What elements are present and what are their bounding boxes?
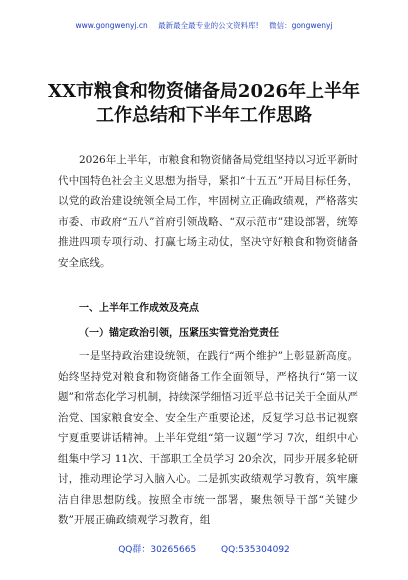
document-title: XX市粮食和物资储备局2026年上半年工作总结和下半年工作思路 [47,81,361,126]
footer-qq-group: QQ群：30265665 [118,545,197,555]
subsection-heading: （一）锚定政治引领，压紧压实管党治党责任 [79,328,279,339]
page-footer [0,542,408,555]
page-header [0,20,408,31]
section-heading: 一、上半年工作成效及亮点 [79,303,199,314]
footer-qq: QQ:535304092 [221,545,290,555]
intro-paragraph: 2026年上半年，市粮食和物资储备局党组坚持以习近平新时代中国特色社会主义思想为指导，紧扣“十五五”开局目标任务，以党的政治建设统领全局工作，牢固树立正确政绩观，严格落实市委、市政府“五八”首府引领战略、“双示范市”建设部署，统筹推进四项专项行动、打赢七场主动仗，坚决守好粮食和物资储备安全底线。 [58,154,358,269]
header-wechat: 微信：gongwenyj [269,21,333,30]
header-slogan: 最新最全最专业的公文资料库! [158,21,259,30]
body-paragraph: 一是坚持政治建设统领，在践行“两个维护”上彰显新高度。始终坚持党对粮食和物资储备工作全面领导，严格执行“第一议题”和常态化学习机制，持续深学细悟习近平总书记关于全面从严治党、国家粮食安全、安全生产重要论述，反复学习总书记视察宁夏重要讲话精神。上半年党组“第一议题”学习 7次，组织中心组集中学习 11次、干部职工全员学习 20余次，同步开展多轮研讨，推动理论学习入脑入心。二是抓实政绩观学习教育，筑牢廉洁自律思想防线。按照全市统一部署，聚焦领导干部“关键少数”开展正确政绩观学习教育，组 [58,350,358,526]
header-site[interactable]: www.gongwenyj.cn [75,21,148,30]
